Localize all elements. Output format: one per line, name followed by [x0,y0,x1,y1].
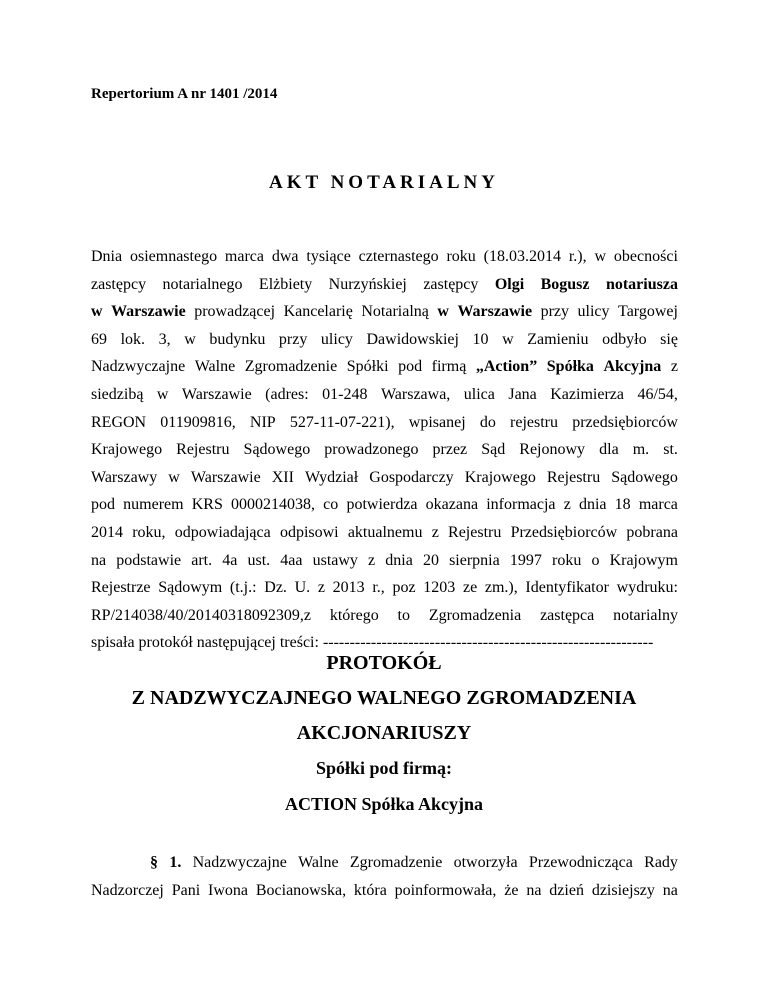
word: do [479,413,496,431]
word: Sąd [481,441,506,459]
word: Rejestru [176,441,230,459]
word: informacja [486,496,556,514]
word: aktualnemu [347,524,423,541]
word: zastępcy [91,275,147,293]
protocol-heading: PROTOKÓŁ [326,652,442,674]
word: przedsiębiorców [572,413,678,431]
word: 1997 [509,551,542,569]
company-name: ACTION Spółka Akcyjna [284,794,484,814]
word: Olgi [494,275,525,293]
word: wpisanej [408,413,466,431]
word: Krajowego [91,441,163,459]
word: -------------------------------------------------------------- [322,634,654,652]
word: protokół [138,634,193,652]
word: budynku [209,330,266,348]
word: co [323,496,339,514]
word: Akcyjna [603,358,662,376]
word: marca [224,248,264,265]
word: odpowiadająca [174,524,271,541]
word: Krajowego [464,468,536,486]
text-line [91,276,678,294]
text-line [91,634,678,652]
word: na [526,882,542,899]
word: Dz. [264,579,287,597]
word: notarialny [613,606,678,624]
word: zm.), [484,579,518,597]
repertorium-number: Repertorium A nr 1401 /2014 [91,86,278,102]
text-line [91,552,678,570]
word: prowadzącej [194,303,276,321]
word: że [504,882,519,899]
word: okazana [425,496,479,514]
word: sierpnia [449,551,500,569]
word: roku [551,551,582,569]
text-line [91,524,678,542]
word: przy [540,303,570,321]
word: na [91,551,107,569]
word: (t.j.: [229,579,257,597]
word: w [168,468,180,486]
word: Spółki [346,358,389,376]
word: w [156,386,169,403]
word: Rejestru [546,468,601,486]
word: z [431,524,439,541]
word: ulica [463,386,495,403]
text-line [91,331,678,349]
word: KRS [191,496,223,514]
word: w [594,248,607,265]
word: Warszawie [190,468,261,486]
word: otworzyła [453,854,518,871]
word: Kazimierza [550,386,624,403]
word: Sądowego [611,468,678,486]
word: w [502,330,514,348]
word: Warszawa, [380,386,451,403]
word: 4aa [280,551,303,569]
word: dla [599,441,619,459]
word: treści: [279,634,319,652]
word: Nadzorczej [91,882,164,899]
word: 011909816, [160,413,236,431]
word: notarialnego [162,275,243,293]
word: ust. [247,551,271,569]
word: ulicy [320,330,353,348]
word: dnia [578,496,607,514]
word: na [662,882,678,899]
word: 527-11-07-221), [289,413,395,431]
word: pod [398,358,423,376]
text-line [91,441,678,459]
word: Gospodarczy [369,468,454,486]
word: Dnia [91,248,123,265]
word: z [670,358,678,376]
word: z [317,579,325,597]
word: 20 [422,551,439,569]
word: Walne [298,854,339,871]
word: pod [91,496,115,514]
word: Identyfikator [525,579,609,597]
word: się [660,330,678,348]
word: Spółka [546,358,594,376]
word: Zgromadzenia [428,606,522,624]
protocol-heading-line2: Z NADZWYCZAJNEGO WALNEGO ZGROMADZENIA [131,687,637,709]
word: obecności [613,248,678,265]
word: Bocianowska, [255,882,347,899]
word: zastępcy [423,275,479,293]
text-line [91,607,678,625]
word: Notarialną [361,303,429,321]
section-line [150,854,678,872]
word: 10 [472,330,489,348]
word: spisała [91,634,135,652]
word: dzień [549,882,584,899]
text-line [91,386,678,404]
document-title: AKT NOTARIALNY [268,172,499,193]
word: 18 [614,496,631,514]
word: ustawy [312,551,358,569]
word: dzisiejszy [591,882,655,899]
word: zastępca [540,606,595,624]
word: Rejestru [448,524,502,541]
word: 01-248 [322,386,368,403]
word: Krajowym [609,551,678,569]
word: roku, [132,524,166,541]
word: lok. [120,330,146,348]
word: numerem [123,496,184,514]
word: Sądowym [158,579,223,597]
word: siedzibą [91,386,144,403]
word: Przedsiębiorców [510,524,618,541]
word: ulicy [577,303,610,321]
word: Warszawie [111,303,186,321]
word: Elżbiety [258,275,313,293]
word: 2013 [332,579,365,597]
word: „Action” [475,358,538,376]
word: ze [462,579,478,597]
word: prowadzonego [324,441,419,459]
word: Walne [194,358,236,376]
word: potwierdza [346,496,418,514]
word: która [353,882,387,899]
word: RP/214038/40/20140318092309,z [91,606,312,624]
word: Warszawie [457,303,533,321]
text-line [91,469,678,487]
word: wydruku: [616,579,678,597]
word: Rejonowy [519,441,586,459]
word: Dawidowskiej [366,330,459,348]
word: pobrana [626,524,678,541]
word: odbyło [602,330,647,348]
word: § [150,854,158,871]
word: odpisowi [279,524,339,541]
word: 1203 [423,579,456,597]
word: 69 [91,330,107,348]
word: poinformowała, [394,882,497,899]
word: U. [294,579,311,597]
word: Zgromadzenie [244,358,338,376]
word: firmą [431,358,467,376]
word: Nurzyńskiej [328,275,407,293]
word: Rady [644,854,678,871]
word: przy [278,330,308,348]
word: w [91,303,103,321]
word: 3, [158,330,171,348]
text-line [91,496,678,514]
word: art. [191,551,213,569]
text-line [91,414,678,432]
word: (18.03.2014 [483,248,561,265]
word: Nadzwyczajne [192,854,287,871]
word: Rejestrze [91,579,151,597]
word: Pani [171,882,201,899]
word: r.), [568,248,587,265]
word: Bogusz [540,275,590,293]
word: dnia [385,551,413,569]
text-line [91,358,678,376]
word: Nadzwyczajne [91,358,186,376]
word: 2014 [91,524,123,541]
word: st. [663,441,678,459]
word: Zgromadzenie [349,854,443,871]
protocol-heading-line3: AKCJONARIUSZY [296,722,472,744]
word: Kancelarię [283,303,353,321]
word: r., [372,579,385,597]
word: 0000214038, [231,496,316,514]
word: w [184,330,196,348]
word: Iwona [208,882,248,899]
word: którego [329,606,379,624]
word: Sądowego [243,441,311,459]
word: następującej [196,634,276,652]
section-line [91,882,678,900]
word: REGON [91,413,147,431]
word: czternastego [358,248,439,265]
word: poz [392,579,416,597]
word: Jana [508,386,537,403]
word: Wydział [304,468,359,486]
word: z [368,551,376,569]
word: z [563,496,571,514]
word: 1. [169,854,182,871]
word: notariusza [605,275,678,293]
word: o [591,551,600,569]
word: Przewodnicząca [528,854,633,871]
word: roku [446,248,476,265]
word: Zamieniu [527,330,589,348]
word: NIP [249,413,276,431]
word: (adres: [265,386,309,403]
word: przez [432,441,468,459]
word: marca [638,496,678,514]
word: XII [271,468,294,486]
word: w [437,303,449,321]
text-line [91,579,678,597]
word: Warszawy [91,468,158,486]
word: Targowej [618,303,678,321]
word: rejestru [510,413,558,431]
word: Warszawie [181,386,252,403]
word: dwa [271,248,299,265]
word: m. [632,441,650,459]
word: osiemnastego [129,248,218,265]
word: podstawie [116,551,182,569]
company-label: Spółki pod firmą: [315,758,453,778]
word: tysiące [306,248,351,265]
word: 4a [222,551,238,569]
text-line [91,303,678,321]
word: 46/54, [637,386,678,403]
text-line [91,248,678,266]
word: to [397,606,410,624]
